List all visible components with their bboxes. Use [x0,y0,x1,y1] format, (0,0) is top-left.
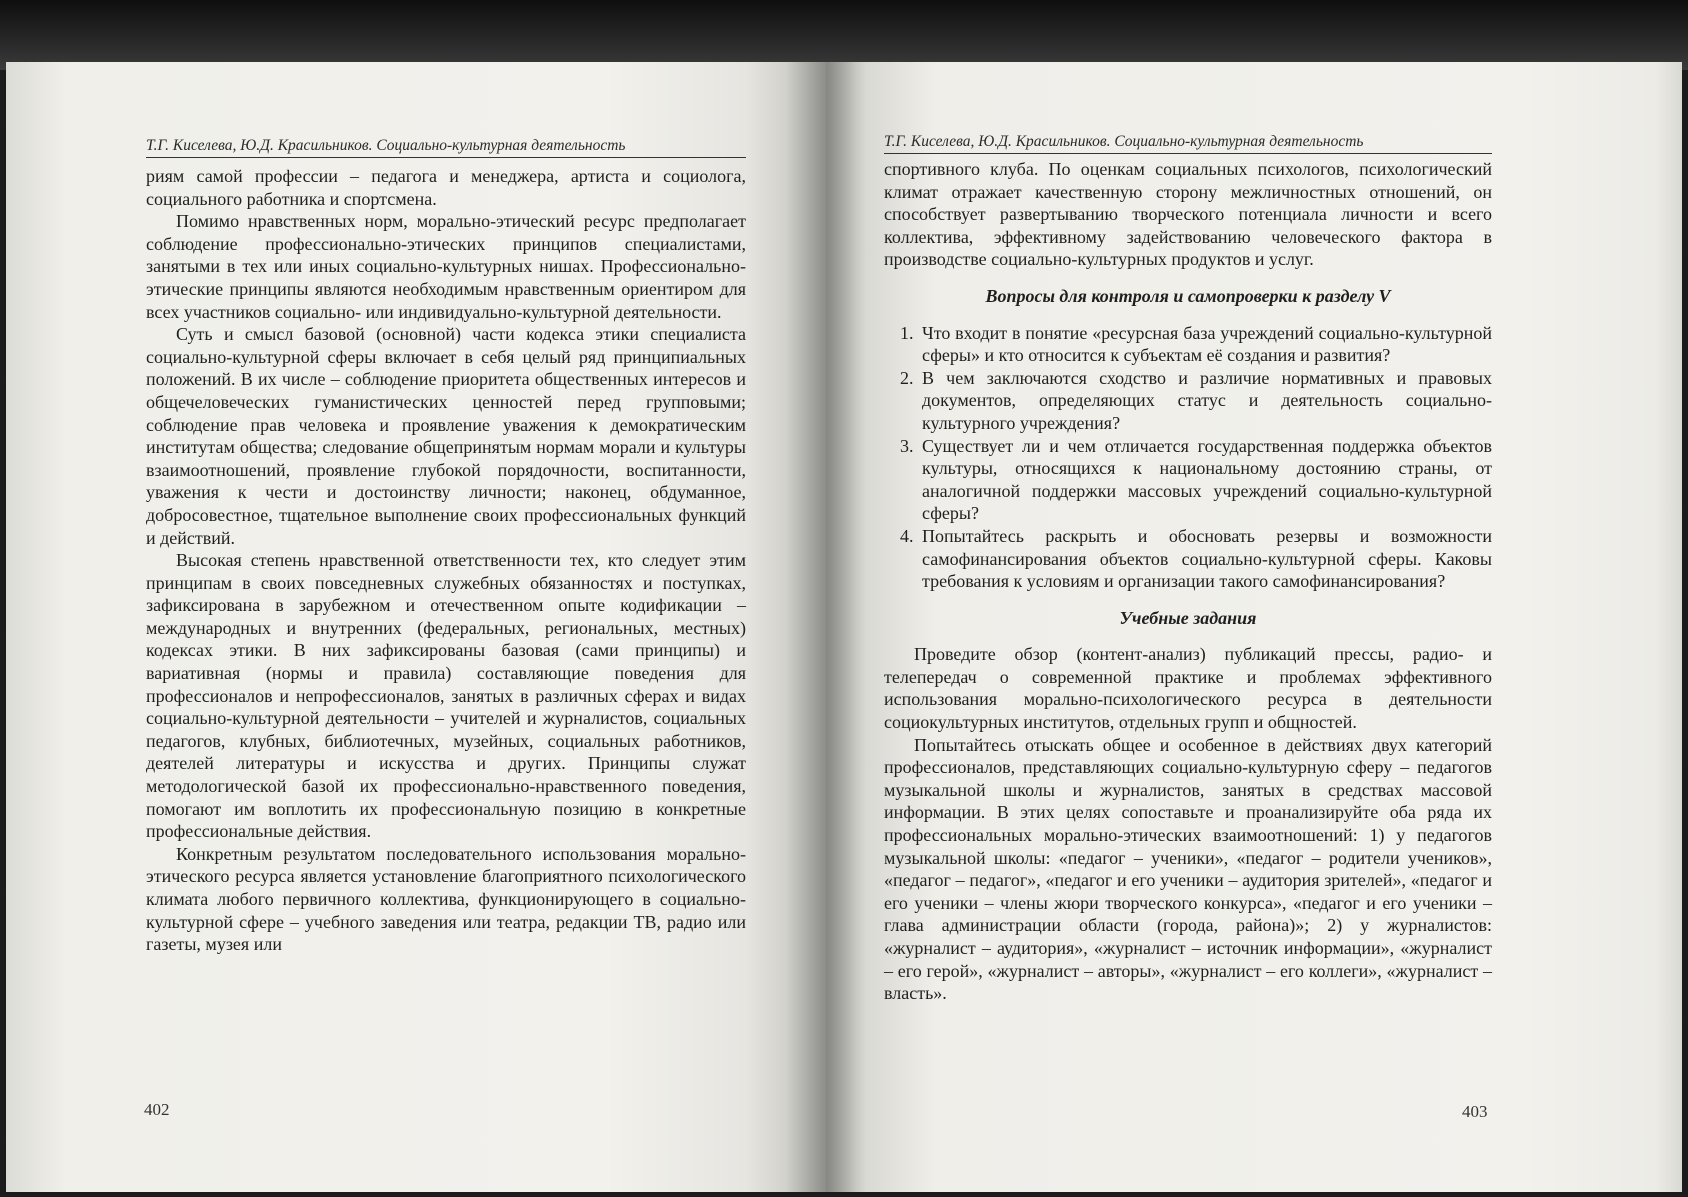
questions-list [884,322,1492,593]
right-page [826,62,1682,1192]
task-paragraph-1: Проведите обзор (контент-анализ) публикаций прессы, радио- и телепередач о современной практике и проблемах эффективного использования морально-психологического ресурса в деятельности социокультурных институтов, отдельных групп и общностей. [884,644,1492,733]
left-paragraph-1: риям самой профессии – педагога и менеджера, артиста и социолога, социального работника и спортсмена. [146,166,746,209]
left-page-number: 402 [144,1100,170,1119]
right-page-number: 403 [1462,1102,1488,1121]
task-paragraph-2: Попытайтесь отыскать общее и особенное в действиях двух категорий профессионалов, представляющих социально-культурную сферу – педагогов музыкальной школы и журналистов, занятых в средствах массовой информации. В этих целях сопоставьте и проанализируйте оба ряда их профессиональных морально-этических взаимоотношений: 1) у педагогов музыкальной школы: «педагог – ученики», «педагог – родители учеников», «педагог – педагог», «педагог и его ученики – аудитория зрителей», «педагог и его ученики – члены жюри творческого конкурса», «педагог и его ученики – глава администрации области (города, района)»; 2) у журналистов: «журналист – аудитория», «журналист – источник информации», «журналист – его герой», «журналист – авторы», «журналист – его коллеги», «журналист – власть». [884,734,1492,1004]
right-running-head: Т.Г. Киселева, Ю.Д. Красильников. Социально-культурная деятельность [884,132,1492,154]
right-page-body [884,158,1492,1005]
left-running-head: Т.Г. Киселева, Ю.Д. Красильников. Социально-культурная деятельность [146,136,746,158]
tasks-heading: Учебные задания [1119,607,1257,628]
left-page [6,62,826,1192]
questions-heading: Вопросы для контроля и самопроверки к разделу V [985,285,1391,306]
left-paragraph-4: Высокая степень нравственной ответственности тех, кто следует этим принципам в своих повседневных служебных обязанностях и поступках, зафиксирована в зарубежном и отечественном опыте кодификации – международных и внутренних (федеральных, региональных, местных) кодексах этики. В них зафиксированы базовая (сами принципы) и вариативная (нормы и правила) составляющие поведения для профессионалов и непрофессионалов, занятых в различных сферах и видах социально-культурной деятельности – учителей и журналистов, социальных педагогов, клубных, библиотечных, музейных, социальных работников, деятелей литературы и искусства и других. Принципы служат методологической базой их профессионально-нравственного поведения, помогают им воплотить их профессиональную позицию в конкретные профессиональные действия. [146,550,746,842]
scan-top-edge [0,0,1688,70]
left-paragraph-5: Конкретным результатом последовательного использования морально-этического ресурса является установление благоприятного психологического климата любого первичного коллектива, функционирующего в социально-культурной сфере – учебного заведения или театра, редакции ТВ, радио или газеты, музея или [146,843,746,955]
left-paragraph-3: Суть и смысл базовой (основной) части кодекса этики специалиста социально-культурной сферы включает в себя целый ряд принципиальных положений. В их числе – соблюдение приоритета общественных интересов и общечеловеческих гуманистических ценностей перед групповыми; соблюдение прав человека и проявление уважения к демократическим институтам общества; следование общепринятым нормам морали и культуры взаимоотношений, проявление глубокой порядочности, воспитанности, уважения к чести и достоинству личности; наконец, обдуманное, добросовестное, тщательное выполнение своих профессиональных функций и действий. [146,324,746,548]
book-spread [6,62,1682,1192]
question-item-2: 2. В чем заключаются сходство и различие нормативных и правовых документов, определяющих статус и деятельность социально-культурного учреждения? [918,367,1492,435]
question-item-1: 1. Что входит в понятие «ресурсная база учреждений социально-культурной сферы» и кто относится к субъектам её создания и развития? [918,322,1492,367]
left-page-body [146,165,746,956]
right-opening-paragraph: спортивного клуба. По оценкам социальных психологов, психологический климат отражает качественную сторону межличностных отношений, он способствует развертыванию творческого потенциала личности и всего коллектива, эффективному задействованию человеческого фактора в производстве социально-культурных продуктов и услуг. [884,159,1492,270]
left-paragraph-2: Помимо нравственных норм, морально-этический ресурс предполагает соблюдение профессионально-этических принципов специалистами, занятыми в тех или иных социально-культурных нишах. Профессионально-этические принципы являются необходимым нравственным ориентиром для всех участников социально- или индивидуально-культурной деятельности. [146,211,746,322]
question-item-3: 3. Существует ли и чем отличается государственная поддержка объектов культуры, относящихся к национальному достоянию страны, от аналогичной поддержки массовых учреждений социально-культурной сферы? [918,435,1492,525]
question-item-4: 4. Попытайтесь раскрыть и обосновать резервы и возможности самофинансирования объектов социально-культурной сферы. Каковы требования к условиям и организации такого самофинансирования? [918,525,1492,593]
